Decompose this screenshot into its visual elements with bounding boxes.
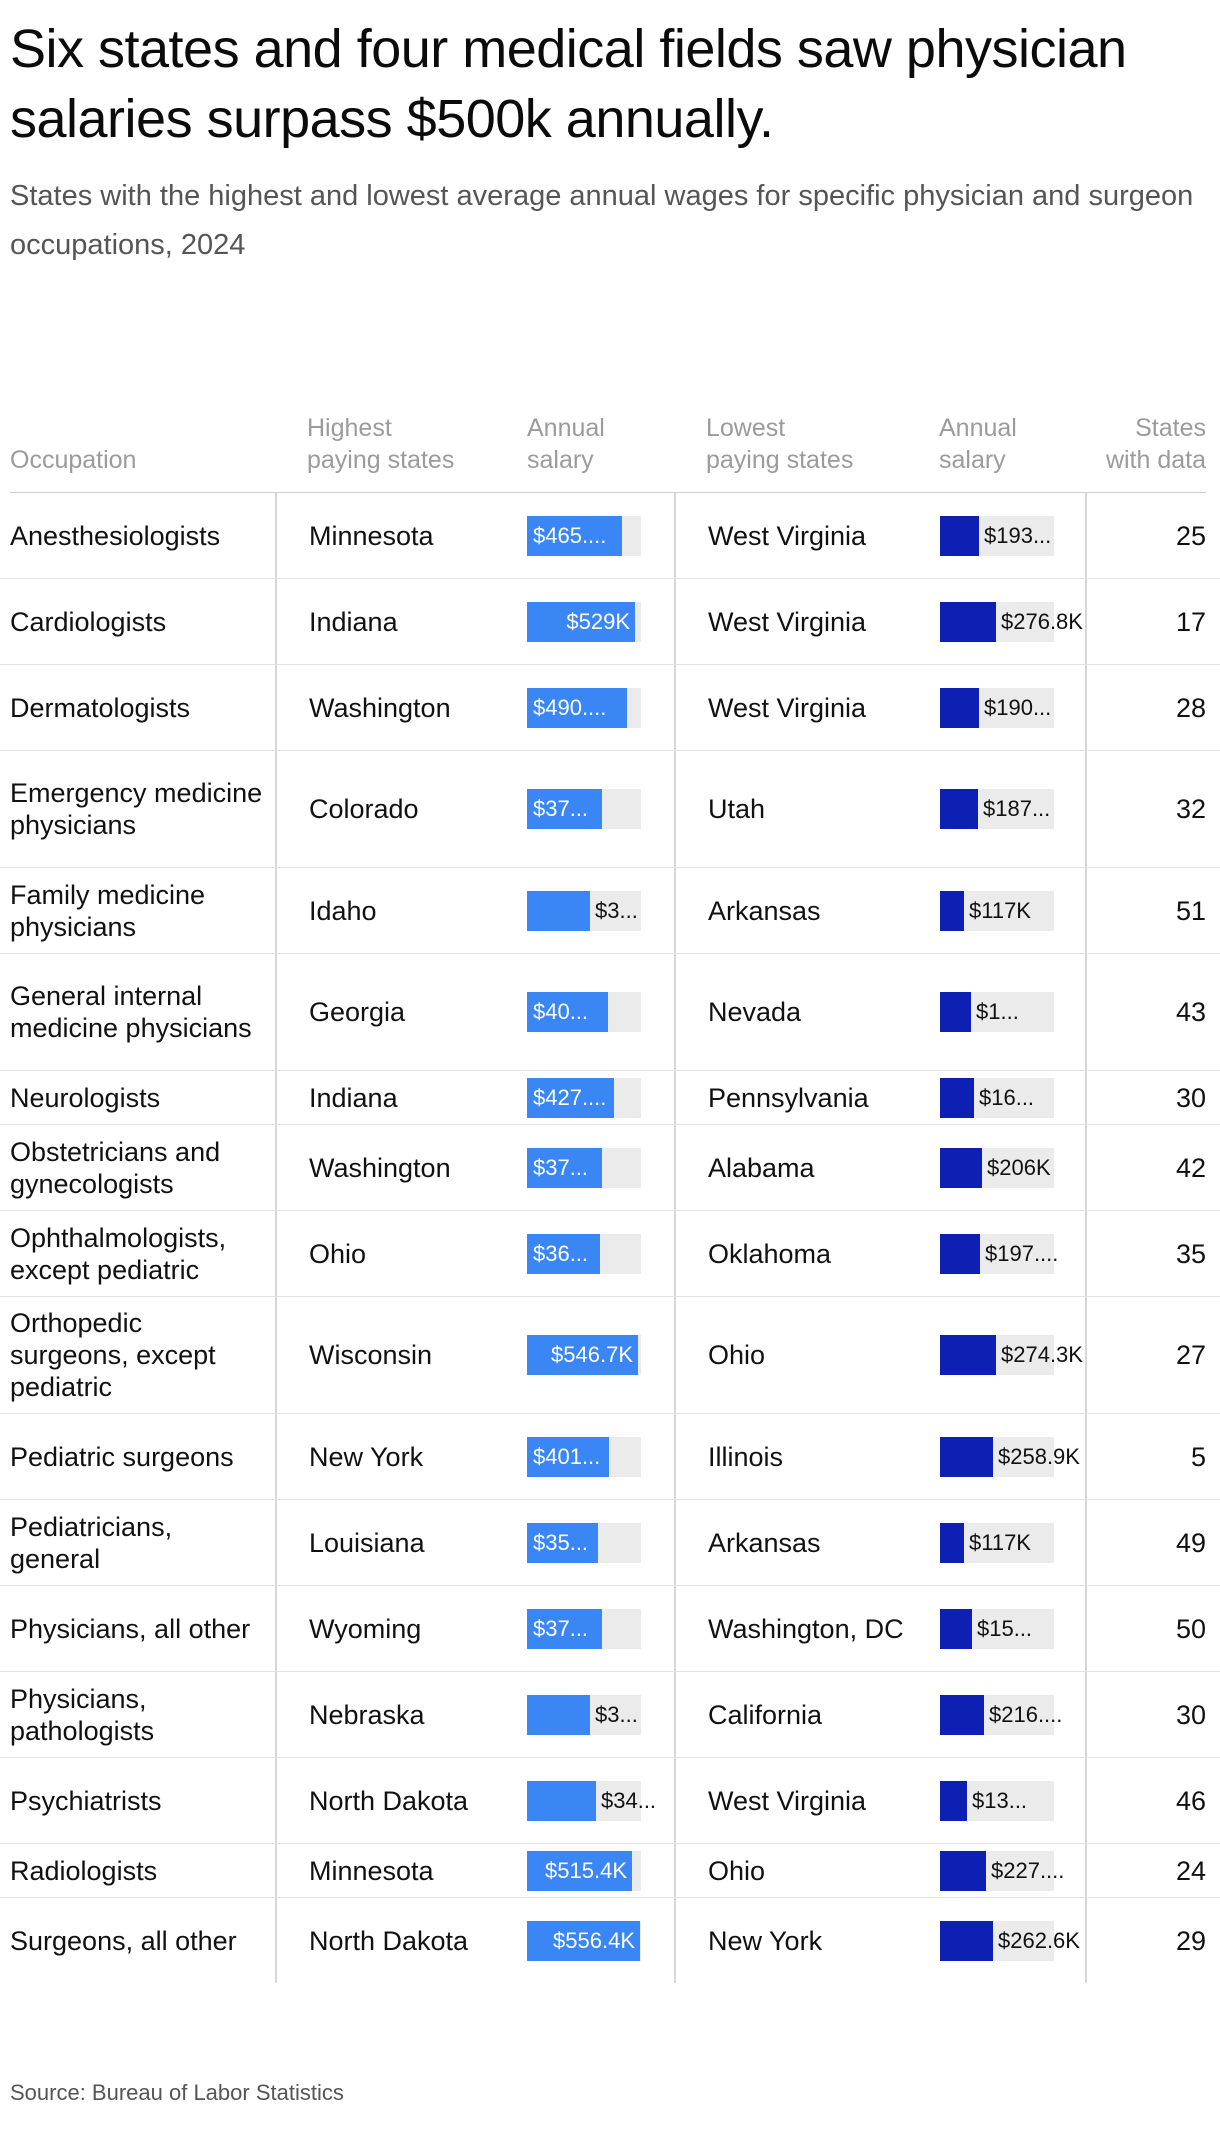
highest-salary-bar-track (527, 789, 641, 829)
states-with-data-count-text: 27 (1175, 1340, 1206, 1370)
lowest-salary-bar-track (940, 1148, 1054, 1188)
occupation-name (10, 1071, 265, 1124)
lowest-salary-bar (940, 516, 979, 556)
table-header (0, 380, 1220, 476)
lowest-salary-label: $274.3K (1001, 1342, 1083, 1367)
highest-paying-state (309, 1586, 509, 1671)
occupation-name-text: Pediatricians, general (10, 1511, 173, 1574)
lowest-paying-state-text: Arkansas (708, 895, 821, 926)
source-note: Source: Bureau of Labor Statistics (10, 2080, 344, 2105)
states-with-data-count (1086, 665, 1206, 750)
highest-salary-label: $35... (533, 1529, 589, 1555)
lowest-paying-state-text: Pennsylvania (708, 1082, 869, 1113)
lowest-salary-bar-track (940, 1851, 1065, 1891)
highest-salary-bar (527, 1695, 590, 1735)
highest-salary-bar-track (527, 516, 641, 556)
occupation-name (10, 1297, 265, 1413)
occupation-name (10, 1500, 265, 1585)
lowest-salary-label: $187... (983, 796, 1051, 821)
lowest-salary-bar-track (940, 789, 1054, 829)
occupation-name-text: Orthopedic surgeons, except pediatric (10, 1308, 216, 1402)
occupation-name (10, 579, 265, 664)
occupation-name-text: Physicians, all other (10, 1613, 251, 1644)
lowest-salary-bar-track (940, 602, 1083, 642)
lowest-paying-state-text: Illinois (708, 1441, 784, 1472)
occupation-name-text: Neurologists (10, 1082, 161, 1113)
highest-paying-state-text: Indiana (309, 1082, 398, 1113)
occupation-name (10, 1898, 265, 1983)
highest-paying-state (309, 579, 509, 664)
lowest-paying-state (708, 954, 908, 1070)
lowest-paying-state (708, 1071, 908, 1124)
states-with-data-count-text: 30 (1175, 1699, 1206, 1730)
states-with-data-count-text: 28 (1175, 692, 1206, 723)
highest-salary-bar (527, 891, 590, 931)
lowest-salary-bar (940, 1148, 982, 1188)
occupation-name (10, 665, 265, 750)
states-with-data-count-text: 46 (1175, 1785, 1206, 1816)
highest-salary-label: $401... (533, 1443, 601, 1469)
lowest-salary-label: $227.... (991, 1857, 1065, 1883)
highest-paying-state-text: Minnesota (309, 1855, 434, 1886)
occupation-name (10, 1414, 265, 1499)
lowest-paying-state (708, 1844, 908, 1897)
lowest-salary-bar (940, 1523, 964, 1563)
highest-paying-state (309, 1414, 509, 1499)
lowest-salary-bar-track (940, 1335, 1083, 1375)
lowest-salary-bar-track (940, 688, 1054, 728)
highest-paying-state-text: Wisconsin (309, 1340, 433, 1370)
lowest-salary-bar (940, 1234, 980, 1274)
occupation-name-text: Dermatologists (10, 692, 191, 723)
lowest-paying-state (708, 1500, 908, 1585)
lowest-salary-bar (940, 992, 971, 1032)
highest-salary-label: $37... (533, 796, 589, 821)
states-with-data-count (1086, 1125, 1206, 1210)
lowest-salary-bar (940, 1437, 993, 1477)
table-row (0, 1414, 1220, 1500)
highest-paying-state-text: Idaho (309, 895, 377, 926)
lowest-salary-label: $193... (984, 522, 1052, 548)
lowest-paying-state (708, 1586, 908, 1671)
occupation-name-text: Emergency medicine physicians (10, 778, 263, 840)
highest-paying-state (309, 493, 509, 578)
states-with-data-count (1086, 1500, 1206, 1585)
chart-subtitle: States with the highest and lowest average annual wages for specific physician and surgeon occupations, 2024 (10, 180, 1194, 261)
highest-paying-state (309, 1898, 509, 1983)
states-with-data-count (1086, 1211, 1206, 1296)
states-with-data-count (1086, 1297, 1206, 1413)
highest-salary-label: $427.... (533, 1084, 607, 1110)
lowest-salary-bar-track (940, 1437, 1080, 1477)
occupation-name-text: Pediatric surgeons (10, 1441, 234, 1472)
lowest-salary-bar-track (940, 1921, 1080, 1961)
occupation-name-text: Obstetricians and gynecologists (10, 1136, 221, 1199)
lowest-paying-state-text: California (708, 1699, 823, 1730)
occupation-name-text: Radiologists (10, 1855, 158, 1886)
lowest-salary-bar (940, 1851, 986, 1891)
lowest-paying-state-text: West Virginia (708, 520, 867, 551)
lowest-salary-label: $16... (979, 1084, 1035, 1110)
highest-paying-state (309, 1844, 509, 1897)
lowest-salary-bar-track (940, 1078, 1054, 1118)
lowest-salary-label: $1... (976, 999, 1019, 1024)
highest-paying-state (309, 751, 509, 867)
table-row (0, 1071, 1220, 1125)
highest-paying-state (309, 868, 509, 953)
highest-salary-label: $3... (595, 897, 638, 923)
lowest-salary-bar-track (940, 891, 1054, 931)
occupation-name (10, 868, 265, 953)
states-with-data-count (1086, 1672, 1206, 1757)
lowest-paying-state (708, 1297, 908, 1413)
states-with-data-count (1086, 868, 1206, 953)
highest-salary-label: $36... (533, 1240, 589, 1266)
highest-salary-bar-track (527, 1234, 641, 1274)
states-with-data-count (1086, 1898, 1206, 1983)
highest-salary-bar-track (527, 992, 641, 1032)
lowest-salary-label: $197.... (985, 1240, 1059, 1266)
col-header-lowest-salary: Annual salary (939, 414, 1017, 474)
lowest-paying-state-text: Alabama (708, 1152, 815, 1183)
highest-salary-bar-track (527, 1078, 641, 1118)
lowest-salary-bar (940, 688, 979, 728)
states-with-data-count-text: 30 (1175, 1082, 1206, 1113)
lowest-salary-bar (940, 789, 978, 829)
highest-salary-label: $465.... (533, 522, 607, 548)
highest-salary-bar-track (527, 602, 641, 642)
highest-paying-state (309, 1297, 509, 1413)
lowest-salary-bar-track (940, 1234, 1059, 1274)
table-row (0, 1758, 1220, 1844)
lowest-paying-state-text: Ohio (708, 1855, 766, 1886)
table-row (0, 665, 1220, 751)
occupation-name (10, 1672, 265, 1757)
lowest-paying-state (708, 1758, 908, 1843)
table-row (0, 1586, 1220, 1672)
occupation-name-text: General internal medicine physicians (10, 981, 252, 1043)
states-with-data-count (1086, 751, 1206, 867)
occupation-name-text: Anesthesiologists (10, 520, 221, 551)
states-with-data-count-text: 5 (1190, 1441, 1206, 1472)
highest-paying-state (309, 1500, 509, 1585)
highest-salary-bar-track (527, 1148, 641, 1188)
highest-paying-state-text: Washington (309, 692, 451, 723)
lowest-paying-state (708, 868, 908, 953)
lowest-salary-bar-track (940, 1523, 1054, 1563)
table-row (0, 868, 1220, 954)
highest-salary-label: $37... (533, 1154, 589, 1180)
lowest-paying-state-text: New York (708, 1925, 823, 1956)
lowest-paying-state-text: Nevada (708, 997, 802, 1027)
highest-paying-state (309, 665, 509, 750)
states-with-data-count-text: 25 (1175, 520, 1206, 551)
occupation-name (10, 1211, 265, 1296)
lowest-salary-label: $276.8K (1001, 608, 1083, 634)
lowest-paying-state-text: West Virginia (708, 1785, 867, 1816)
lowest-paying-state-text: Ohio (708, 1340, 766, 1370)
highest-salary-bar-track (527, 1851, 641, 1891)
occupation-name (10, 1586, 265, 1671)
states-with-data-count-text: 51 (1175, 895, 1206, 926)
highest-salary-label: $3... (595, 1701, 638, 1727)
highest-paying-state (309, 1758, 509, 1843)
states-with-data-count-text: 32 (1175, 794, 1206, 824)
highest-salary-bar-track (527, 1695, 641, 1735)
lowest-salary-label: $15... (977, 1615, 1033, 1641)
highest-salary-label: $546.7K (551, 1342, 633, 1367)
highest-paying-state-text: North Dakota (309, 1785, 469, 1816)
lowest-paying-state (708, 1414, 908, 1499)
highest-salary-label: $34... (601, 1787, 657, 1813)
occupation-name-text: Physicians, pathologists (10, 1683, 155, 1746)
states-with-data-count (1086, 1758, 1206, 1843)
lowest-salary-bar (940, 1781, 967, 1821)
table-row (0, 1500, 1220, 1586)
occupation-name (10, 493, 265, 578)
lowest-salary-bar (940, 1695, 984, 1735)
states-with-data-count (1086, 1071, 1206, 1124)
col-header-highest-states: Highest paying states (307, 414, 455, 474)
occupation-name (10, 751, 265, 867)
lowest-salary-bar (940, 1335, 996, 1375)
highest-salary-label: $529K (566, 608, 630, 634)
table-row (0, 1125, 1220, 1211)
states-with-data-count (1086, 1844, 1206, 1897)
lowest-paying-state (708, 1125, 908, 1210)
occupation-name (10, 1758, 265, 1843)
highest-salary-label: $37... (533, 1615, 589, 1641)
table-row (0, 1211, 1220, 1297)
occupation-name-text: Surgeons, all other (10, 1925, 237, 1956)
highest-salary-bar-track (527, 688, 641, 728)
table-body (0, 493, 1220, 1983)
lowest-paying-state-text: West Virginia (708, 606, 867, 637)
states-with-data-count-text: 17 (1175, 606, 1206, 637)
highest-paying-state-text: Minnesota (309, 520, 434, 551)
lowest-paying-state-text: West Virginia (708, 692, 867, 723)
occupation-name (10, 954, 265, 1070)
lowest-salary-label: $216.... (989, 1701, 1063, 1727)
table-row (0, 1672, 1220, 1758)
occupation-name-text: Psychiatrists (10, 1785, 162, 1816)
lowest-paying-state (708, 665, 908, 750)
highest-paying-state (309, 1211, 509, 1296)
states-with-data-count-text: 29 (1175, 1925, 1206, 1956)
highest-paying-state-text: Colorado (309, 794, 419, 824)
highest-salary-label: $515.4K (545, 1857, 627, 1883)
highest-paying-state-text: Indiana (309, 606, 398, 637)
lowest-paying-state-text: Arkansas (708, 1527, 821, 1558)
states-with-data-count-text: 49 (1175, 1527, 1206, 1558)
lowest-paying-state (708, 1672, 908, 1757)
highest-paying-state-text: Louisiana (309, 1527, 425, 1558)
highest-paying-state-text: Ohio (309, 1238, 367, 1269)
states-with-data-count-text: 43 (1175, 997, 1206, 1027)
lowest-salary-label: $206K (987, 1154, 1051, 1180)
table-row (0, 954, 1220, 1071)
lowest-salary-bar (940, 1078, 974, 1118)
table-row (0, 1844, 1220, 1898)
occupation-name-text: Ophthalmologists, except pediatric (10, 1222, 227, 1285)
lowest-paying-state-text: Utah (708, 794, 766, 824)
lowest-salary-label: $258.9K (998, 1443, 1080, 1469)
lowest-paying-state-text: Washington, DC (708, 1613, 904, 1644)
states-with-data-count (1086, 1586, 1206, 1671)
highest-paying-state (309, 1071, 509, 1124)
lowest-paying-state (708, 493, 908, 578)
states-with-data-count-text: 24 (1175, 1855, 1206, 1886)
states-with-data-count (1086, 1414, 1206, 1499)
occupation-name (10, 1844, 265, 1897)
table-row (0, 493, 1220, 579)
highest-salary-bar (527, 1781, 596, 1821)
table-row (0, 1297, 1220, 1414)
lowest-salary-label: $13... (972, 1787, 1028, 1813)
highest-salary-bar-track (527, 1335, 641, 1375)
lowest-salary-bar-track (940, 516, 1054, 556)
highest-salary-label: $40... (533, 999, 589, 1024)
highest-paying-state-text: North Dakota (309, 1925, 469, 1956)
states-with-data-count (1086, 954, 1206, 1070)
lowest-salary-label: $262.6K (998, 1927, 1080, 1953)
table-row (0, 751, 1220, 868)
col-header-states-with-data: States with data (1105, 414, 1206, 474)
occupation-name-text: Family medicine physicians (10, 879, 206, 942)
lowest-paying-state (708, 1211, 908, 1296)
highest-paying-state-text: Nebraska (309, 1699, 425, 1730)
states-with-data-count-text: 50 (1175, 1613, 1206, 1644)
col-header-highest-salary: Annual salary (527, 414, 605, 474)
highest-paying-state-text: Georgia (309, 997, 406, 1027)
lowest-salary-bar (940, 1609, 972, 1649)
highest-paying-state (309, 954, 509, 1070)
chart-title: Six states and four medical fields saw physician salaries surpass $500k annually. (10, 19, 1127, 149)
highest-salary-bar-track (527, 1523, 641, 1563)
table-row (0, 579, 1220, 665)
lowest-paying-state (708, 579, 908, 664)
highest-paying-state (309, 1125, 509, 1210)
lowest-paying-state (708, 1898, 908, 1983)
highest-paying-state (309, 1672, 509, 1757)
highest-salary-bar-track (527, 1609, 641, 1649)
table-row (0, 1898, 1220, 1983)
highest-paying-state-text: Washington (309, 1152, 451, 1183)
highest-salary-label: $556.4K (553, 1927, 635, 1953)
lowest-salary-label: $117K (969, 897, 1031, 923)
highest-paying-state-text: Wyoming (309, 1613, 422, 1644)
states-with-data-count (1086, 493, 1206, 578)
col-header-occupation: Occupation (10, 446, 137, 474)
lowest-paying-state (708, 751, 908, 867)
lowest-salary-bar-track (940, 992, 1054, 1032)
highest-salary-bar-track (527, 891, 641, 931)
states-with-data-count (1086, 579, 1206, 664)
highest-salary-bar-track (527, 1781, 657, 1821)
lowest-salary-label: $117K (969, 1529, 1031, 1555)
highest-paying-state-text: New York (309, 1441, 424, 1472)
highest-salary-label: $490.... (533, 694, 607, 720)
occupation-name-text: Cardiologists (10, 606, 167, 637)
highest-salary-bar-track (527, 1437, 641, 1477)
lowest-salary-label: $190... (984, 694, 1052, 720)
states-with-data-count-text: 35 (1175, 1238, 1206, 1269)
lowest-salary-bar-track (940, 1695, 1063, 1735)
occupation-name (10, 1125, 265, 1210)
lowest-paying-state-text: Oklahoma (708, 1238, 832, 1269)
lowest-salary-bar-track (940, 1609, 1054, 1649)
col-header-lowest-states: Lowest paying states (706, 414, 854, 474)
lowest-salary-bar (940, 891, 964, 931)
lowest-salary-bar (940, 602, 996, 642)
states-with-data-count-text: 42 (1175, 1152, 1206, 1183)
lowest-salary-bar (940, 1921, 993, 1961)
highest-salary-bar-track (527, 1921, 641, 1961)
lowest-salary-bar-track (940, 1781, 1054, 1821)
